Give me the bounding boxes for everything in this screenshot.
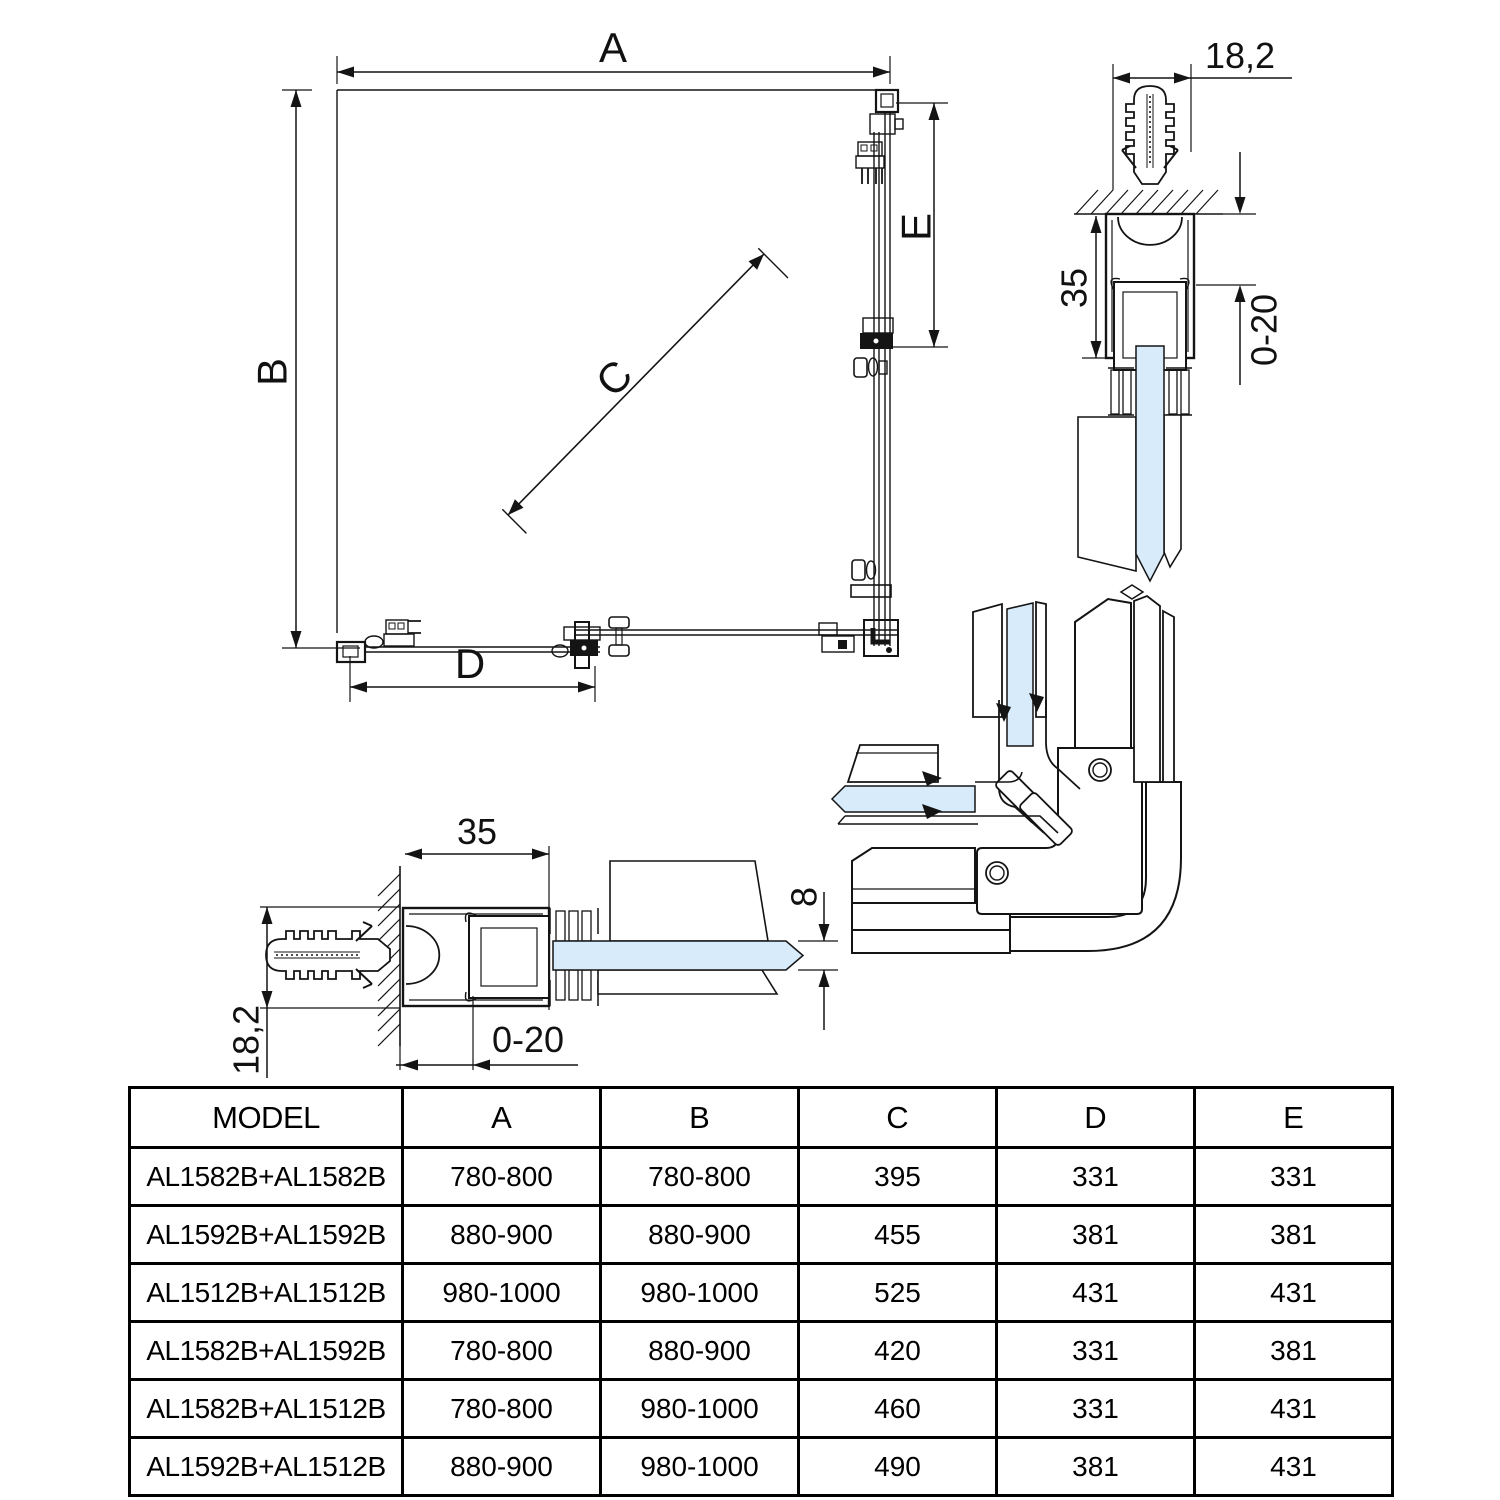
dimension-A <box>337 24 890 84</box>
dimension-cell: 780-800 <box>601 1148 799 1206</box>
table-header-row <box>130 1088 1393 1148</box>
wall-anchor-dowel <box>266 922 390 988</box>
model-cell: AL1512B+AL1512B <box>130 1264 403 1322</box>
svg-text:18,2: 18,2 <box>1204 35 1276 76</box>
dimension-cell: 980-1000 <box>601 1380 799 1438</box>
dimension-cell: 780-800 <box>403 1148 601 1206</box>
plan-right-rail <box>851 90 903 656</box>
dimension-cell: 431 <box>997 1264 1195 1322</box>
dimension-cell: 980-1000 <box>403 1264 601 1322</box>
dim-b-label: B <box>248 357 296 387</box>
dimension-cell: 331 <box>997 1380 1195 1438</box>
dimension-anchor-width-bottom <box>226 907 401 1078</box>
dimension-D <box>350 640 595 702</box>
spec-table-body <box>130 1148 1393 1496</box>
dimension-cell: 331 <box>997 1322 1195 1380</box>
model-cell: AL1592B+AL1512B <box>130 1438 403 1496</box>
wall-anchor-dowel <box>1122 86 1178 184</box>
glass-pane-vertical <box>1007 603 1033 746</box>
dimension-cell: 980-1000 <box>601 1264 799 1322</box>
dim-c-label: C <box>586 350 642 406</box>
dimension-cell: 525 <box>799 1264 997 1322</box>
table-row <box>130 1380 1393 1438</box>
dimension-cell: 490 <box>799 1438 997 1496</box>
model-cell: AL1582B+AL1512B <box>130 1380 403 1438</box>
dimension-cell: 460 <box>799 1380 997 1438</box>
plan-bottom-rail <box>337 617 898 668</box>
table-row <box>130 1264 1393 1322</box>
svg-text:8: 8 <box>783 886 825 908</box>
dimension-cell: 880-900 <box>601 1322 799 1380</box>
wall-hatching <box>1076 190 1218 214</box>
model-dimensions-table <box>128 1086 1394 1497</box>
table-row <box>130 1206 1393 1264</box>
svg-text:18,2: 18,2 <box>225 1004 267 1076</box>
column-header-model: MODEL <box>130 1088 403 1148</box>
dim-a-label: A <box>598 24 628 71</box>
profile-strip <box>598 970 777 994</box>
glass-pane-vertical <box>1136 346 1164 581</box>
dimension-cell: 381 <box>997 1206 1195 1264</box>
dimension-cell: 420 <box>799 1322 997 1380</box>
dimension-cell: 331 <box>997 1148 1195 1206</box>
dimension-C <box>502 248 788 533</box>
table-row <box>130 1322 1393 1380</box>
dim-d-label: D <box>454 640 486 687</box>
svg-text:35: 35 <box>1053 267 1095 309</box>
table-row <box>130 1438 1393 1496</box>
model-cell: AL1592B+AL1592B <box>130 1206 403 1264</box>
svg-text:0-20: 0-20 <box>491 1019 565 1060</box>
column-header-e: E <box>1195 1088 1393 1148</box>
dimension-E <box>892 103 948 347</box>
profile-strip <box>1164 415 1181 567</box>
wall-section-right <box>1054 35 1293 581</box>
wall-section-bottom <box>226 811 839 1078</box>
dimension-cell: 395 <box>799 1148 997 1206</box>
svg-text:35: 35 <box>456 811 498 852</box>
dimension-cell: 780-800 <box>403 1322 601 1380</box>
dimension-cell: 381 <box>997 1438 1195 1496</box>
dimension-cell: 880-900 <box>403 1206 601 1264</box>
plan-view <box>249 24 949 702</box>
dimension-B <box>249 90 361 648</box>
column-header-d: D <box>997 1088 1195 1148</box>
dimension-cell: 455 <box>799 1206 997 1264</box>
dimension-cell: 381 <box>1195 1206 1393 1264</box>
dimension-adjustment-right <box>1196 152 1285 385</box>
svg-text:0-20: 0-20 <box>1243 293 1285 367</box>
dimension-profile-depth-right <box>1054 216 1109 358</box>
column-header-c: C <box>799 1088 997 1148</box>
dimension-cell: 880-900 <box>403 1438 601 1496</box>
dimension-cell: 880-900 <box>601 1206 799 1264</box>
dim-e-label: E <box>892 212 940 242</box>
table-row <box>130 1148 1393 1206</box>
glass-pane-horizontal <box>553 941 803 970</box>
dimension-cell: 331 <box>1195 1148 1393 1206</box>
column-header-b: B <box>601 1088 799 1148</box>
dimension-cell: 980-1000 <box>601 1438 799 1496</box>
adjacent-panel <box>610 861 768 941</box>
adjacent-panel <box>1078 417 1136 571</box>
dimension-cell: 780-800 <box>403 1380 601 1438</box>
column-header-a: A <box>403 1088 601 1148</box>
dimension-cell: 381 <box>1195 1322 1393 1380</box>
dimension-cell: 431 <box>1195 1264 1393 1322</box>
glass-pane-horizontal <box>832 786 975 812</box>
dimension-cell: 431 <box>1195 1438 1393 1496</box>
model-cell: AL1582B+AL1582B <box>130 1148 403 1206</box>
model-cell: AL1582B+AL1592B <box>130 1322 403 1380</box>
dimension-cell: 431 <box>1195 1380 1393 1438</box>
